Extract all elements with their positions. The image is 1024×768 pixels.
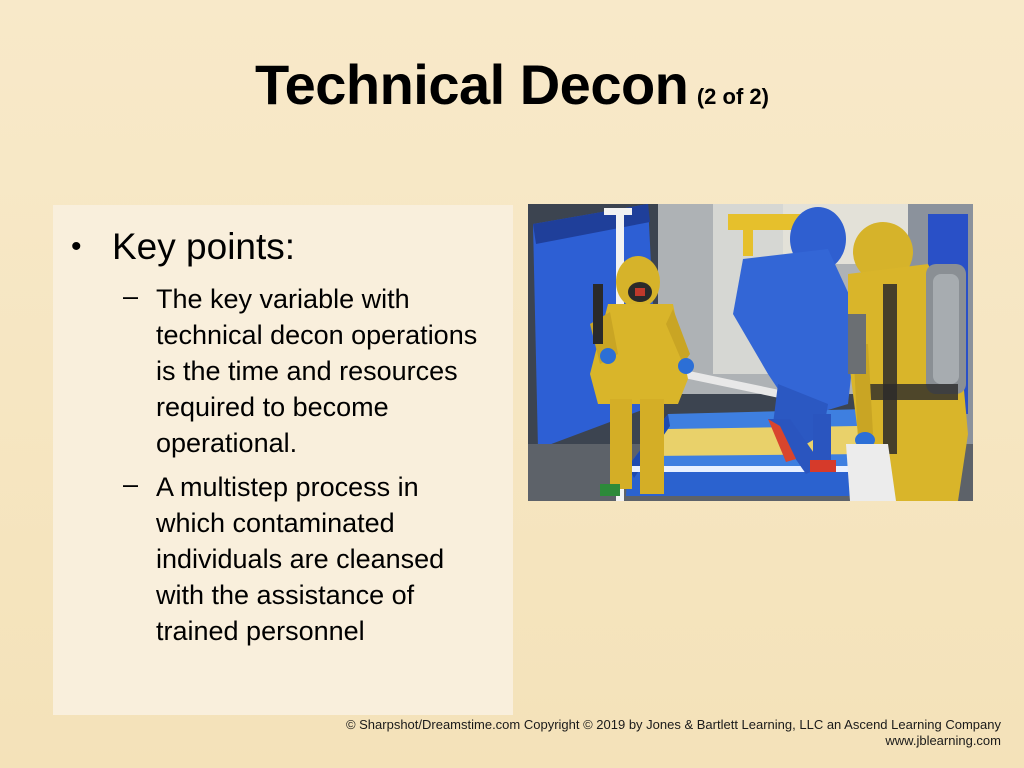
content-panel <box>53 205 513 715</box>
point-text: The key variable with technical decon operations is the time and resources required to become operational. <box>156 284 478 458</box>
key-points-bullet <box>71 227 501 267</box>
hazmat-decon-illustration <box>528 204 973 501</box>
slide-title <box>0 52 1024 117</box>
copyright-line: © Sharpshot/Dreamstime.com Copyright © 2019 by Jones & Bartlett Learning, LLC an Ascend Learning Company <box>345 717 1001 732</box>
key-points-heading: Key points: <box>112 226 296 267</box>
slide-title-suffix: (2 of 2) <box>696 84 769 109</box>
bullet-marker: • <box>71 230 82 263</box>
point-text: A multistep process in which contaminated individuals are cleansed with the assistance of trained personnel <box>156 472 445 646</box>
list-item <box>123 469 483 649</box>
photo-credit <box>346 717 1001 749</box>
dash-marker: – <box>123 469 139 499</box>
decon-photo <box>528 204 973 501</box>
key-points-list <box>123 281 483 657</box>
publisher-url: www.jblearning.com <box>885 733 1001 748</box>
dash-marker: – <box>123 281 139 311</box>
slide-title-text: Technical Decon <box>255 53 689 116</box>
list-item <box>123 281 483 461</box>
